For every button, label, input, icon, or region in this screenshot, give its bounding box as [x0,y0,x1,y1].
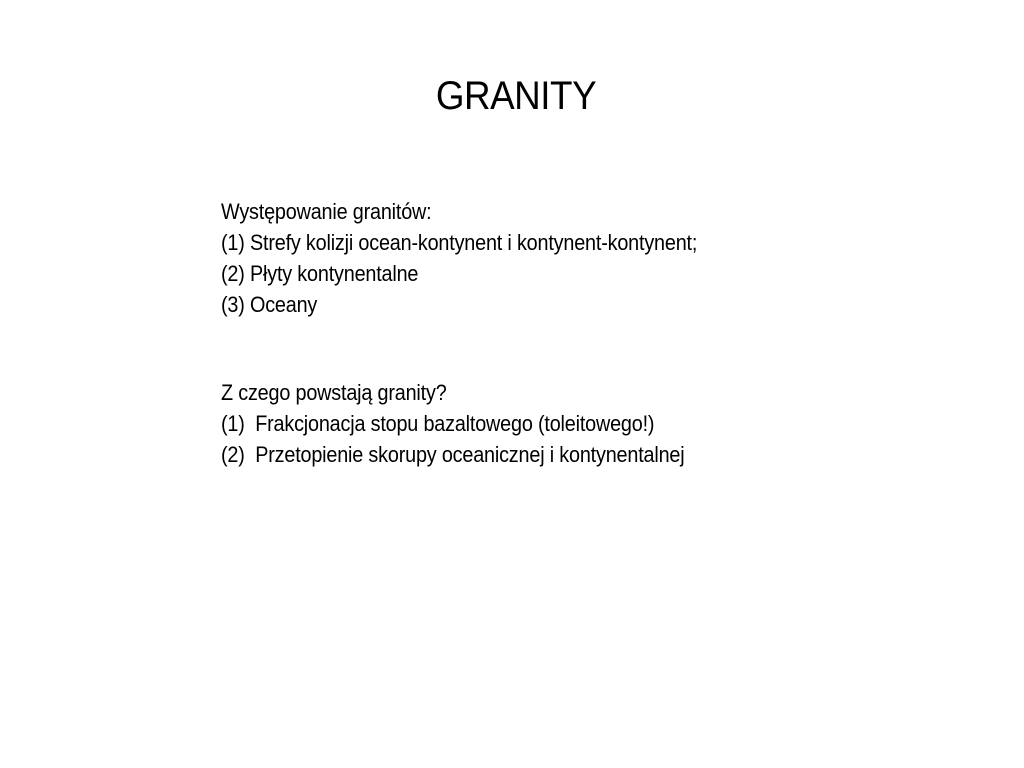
origin-heading: Z czego powstają granity? [221,380,447,405]
occurrence-item: (1) Strefy kolizji ocean-kontynent i kontynent-kontynent; [221,230,698,255]
origin-item-number: (1) [221,411,245,436]
origin-item-text: Przetopienie skorupy oceanicznej i kontynentalnej [255,442,685,467]
origin-item-number: (2) [221,442,245,467]
slide-title: GRANITY [435,74,597,118]
occurrence-item: (3) Oceany [221,292,318,317]
occurrence-heading: Występowanie granitów: [221,199,432,224]
origin-section [221,377,921,470]
occurrence-section [221,196,921,320]
occurrence-item: (2) Płyty kontynentalne [221,261,419,286]
origin-item [221,439,851,470]
origin-item [221,408,851,439]
origin-item-text: Frakcjonacja stopu bazaltowego (toleitowego!) [255,411,655,436]
